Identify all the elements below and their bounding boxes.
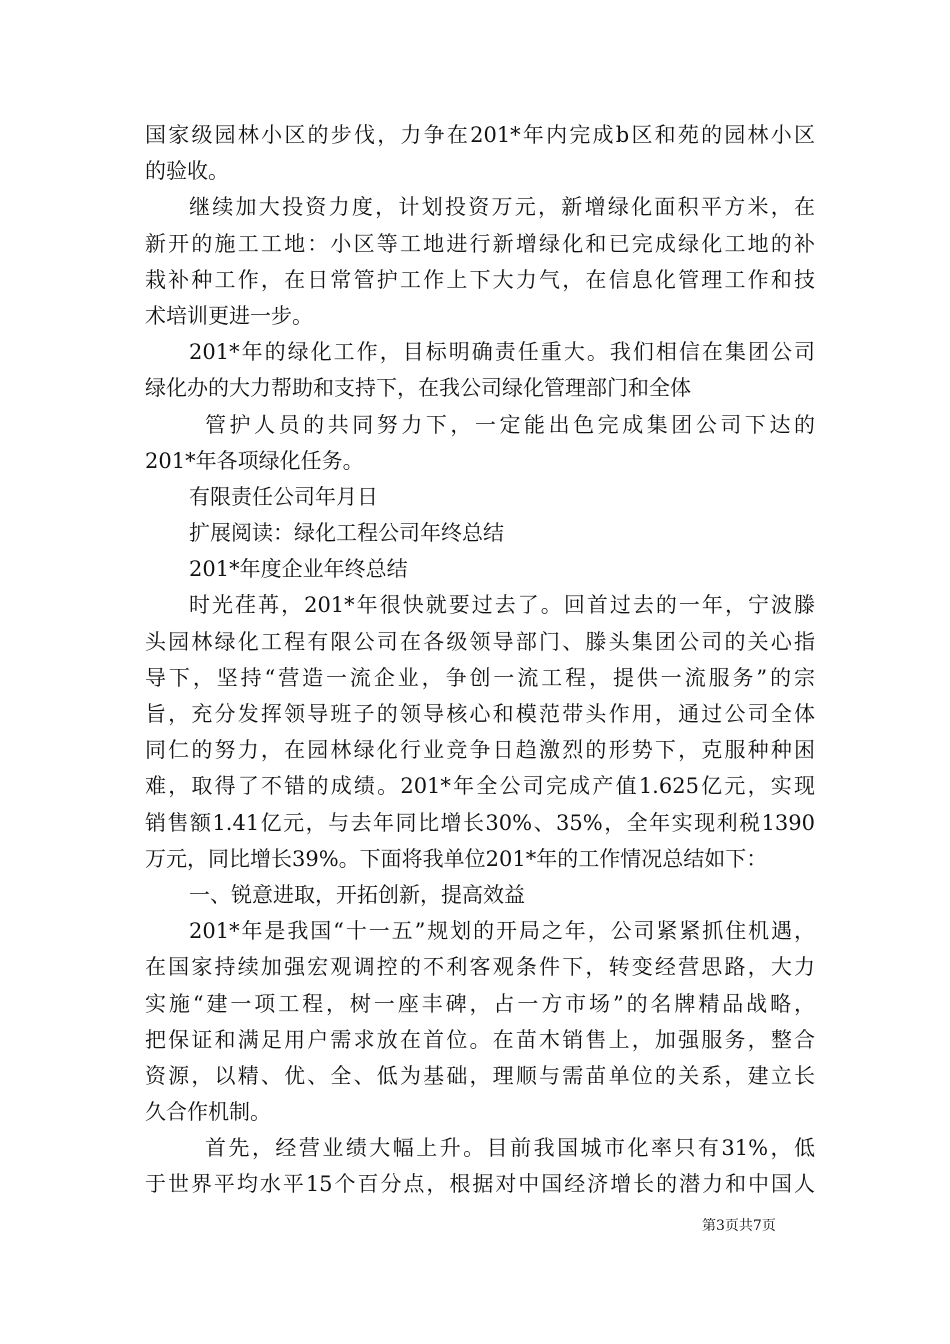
text-line: 201*年的绿化工作，目标明确责任重大。我们相信在集团公司 <box>189 340 815 365</box>
text-line: 201*年是我国“十一五”规划的开局之年，公司紧紧抓住机遇， <box>189 919 815 944</box>
text-line: 术培训更进一步。 <box>145 303 313 328</box>
text-line: 首先，经营业绩大幅上升。目前我国城市化率只有31%，低 <box>205 1136 815 1161</box>
signature-line: 有限责任公司年月日 <box>189 484 378 509</box>
text-line: 同仁的努力，在园林绿化行业竞争日趋激烈的形势下，克服种种困 <box>145 738 815 763</box>
text-line: 绿化办的大力帮助和支持下，在我公司绿化管理部门和全体 <box>145 376 691 401</box>
text-line: 实施“建一项工程，树一座丰碑，占一方市场”的名牌精品战略， <box>145 991 815 1016</box>
text-line: 栽补种工作，在日常管护工作上下大力气，在信息化管理工作和技 <box>145 267 815 292</box>
text-line: 的验收。 <box>145 159 229 184</box>
section-heading: 一、锐意进取，开拓创新，提高效益 <box>189 882 525 907</box>
text-line: 新开的施工工地：小区等工地进行新增绿化和已完成绿化工地的补 <box>145 231 815 256</box>
text-line: 难，取得了不错的成绩。201*年全公司完成产值1.625亿元，实现 <box>145 774 815 799</box>
text-line: 头园林绿化工程有限公司在各级领导部门、滕头集团公司的关心指 <box>145 629 815 654</box>
text-line: 资源，以精、优、全、低为基础，理顺与需苗单位的关系，建立长 <box>145 1063 815 1088</box>
text-line: 销售额1.41亿元，与去年同比增长30%、35%，全年实现利税1390 <box>145 810 815 835</box>
text-line: 201*年各项绿化任务。 <box>145 448 364 473</box>
text-line: 把保证和满足用户需求放在首位。在苗木销售上，加强服务，整合 <box>145 1027 815 1052</box>
text-line: 国家级园林小区的步伐，力争在201*年内完成b区和苑的园林小区 <box>145 123 815 147</box>
text-line: 万元，同比增长39%。下面将我单位201*年的工作情况总结如下： <box>145 846 768 871</box>
text-line: 时光荏苒，201*年很快就要过去了。回首过去的一年，宁波滕 <box>189 593 815 618</box>
text-line: 于世界平均水平15个百分点，根据对中国经济增长的潜力和中国人 <box>145 1172 815 1197</box>
page-number: 第3页共7页 <box>702 1218 776 1234</box>
text-line: 继续加大投资力度，计划投资万元，新增绿化面积平方米，在 <box>189 195 815 220</box>
text-line: 在国家持续加强宏观调控的不利客观条件下，转变经营思路，大力 <box>145 955 815 980</box>
text-line: 久合作机制。 <box>145 1100 271 1125</box>
text-line: 导下，坚持“营造一流企业，争创一流工程，提供一流服务”的宗 <box>145 665 815 690</box>
text-line: 旨，充分发挥领导班子的领导核心和模范带头作用，通过公司全体 <box>145 702 815 726</box>
section-title: 201*年度企业年终总结 <box>189 557 408 582</box>
document-body <box>145 117 815 1203</box>
text-line: 管护人员的共同努力下，一定能出色完成集团公司下达的 <box>205 412 815 437</box>
extended-reading-line: 扩展阅读：绿化工程公司年终总结 <box>189 521 504 546</box>
